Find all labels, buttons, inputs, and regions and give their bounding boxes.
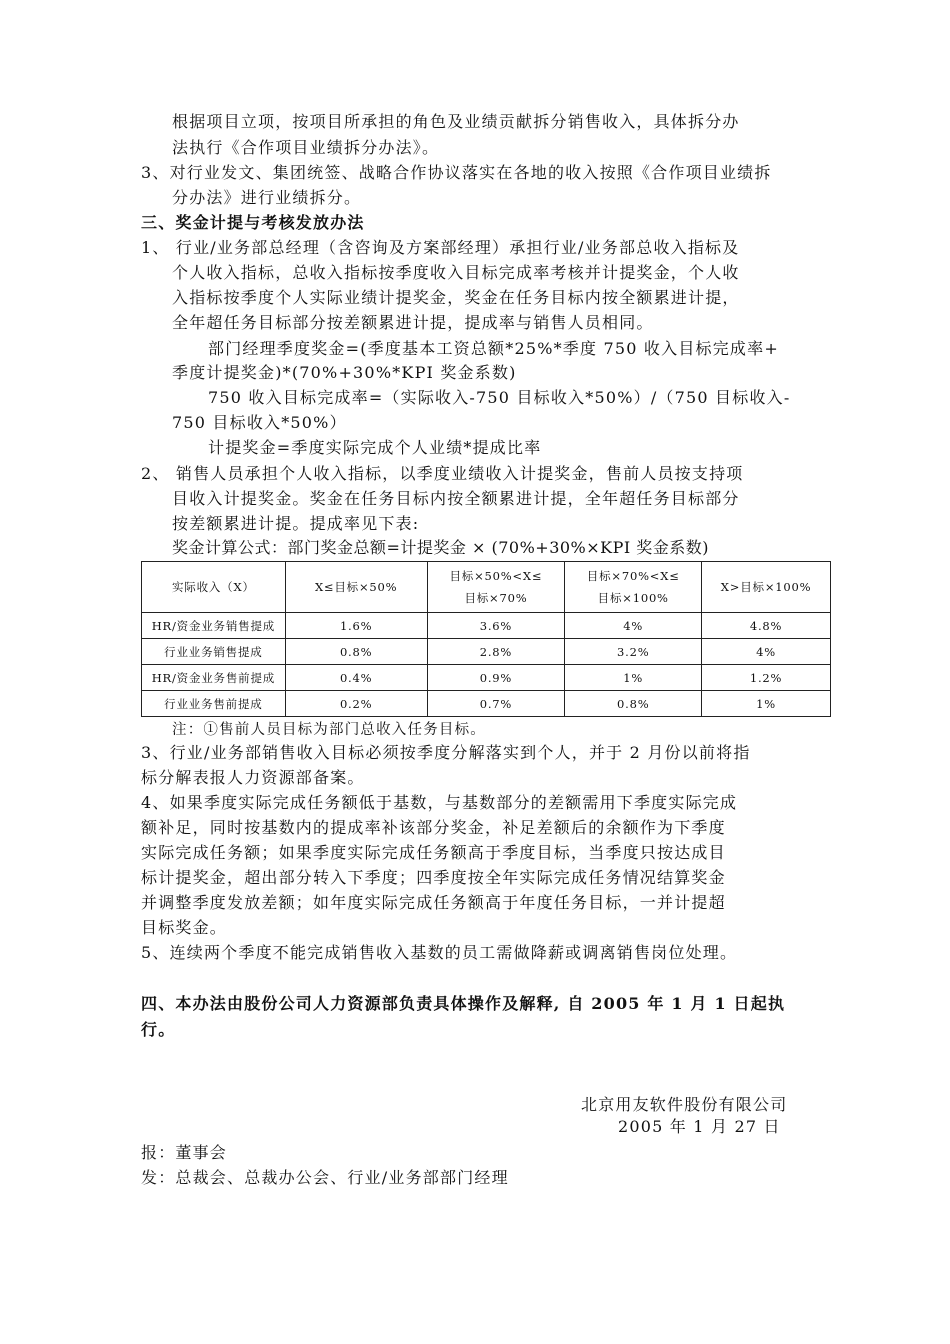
formula-line: 奖金计算公式：部门奖金总额=计提奖金 × (70%+30%×KPI 奖金系数) <box>172 538 710 557</box>
text-line: 标分解表报人力资源部备案。 <box>141 768 365 787</box>
text-line: 3、行业/业务部销售收入目标必须按季度分解落实到个人，并于 2 月份以前将指 <box>141 743 751 762</box>
table-row <box>142 691 831 717</box>
distribution-list: 发：总裁会、总裁办公会、行业/业务部部门经理 <box>141 1168 509 1187</box>
text-line: 标计提奖金，超出部分转入下季度；四季度按全年实际完成任务情况结算奖金 <box>141 868 726 887</box>
table-cell: HR/资金业务售前提成 <box>142 665 286 691</box>
table-row <box>142 665 831 691</box>
table-row <box>142 613 831 639</box>
table-cell: 0.2% <box>285 691 427 717</box>
text-line: 2、 销售人员承担个人收入指标，以季度业绩收入计提奖金，售前人员按支持项 <box>141 464 744 483</box>
table-cell: 0.9% <box>427 665 565 691</box>
text-line: 目收入计提奖金。奖金在任务目标内按全额累进计提，全年超任务目标部分 <box>172 489 740 508</box>
text-line: 入指标按季度个人实际业绩计提奖金，奖金在任务目标内按全额累进计提， <box>172 288 740 307</box>
table-cell: 0.4% <box>285 665 427 691</box>
report-to: 报：董事会 <box>141 1143 228 1162</box>
table-cell: HR/资金业务销售提成 <box>142 613 286 639</box>
header-cell: 目标×50%<X≤ 目标×70% <box>427 562 565 613</box>
text-line: 分办法》进行业绩拆分。 <box>172 188 362 207</box>
header-cell: X≤目标×50% <box>285 562 427 613</box>
section-heading: 行。 <box>141 1020 176 1039</box>
section-heading: 四、本办法由股份公司人力资源部负责具体操作及解释, 自 2005 年 1 月 1 日起执 <box>141 994 786 1013</box>
table-cell: 1.6% <box>285 613 427 639</box>
formula-line: 计提奖金=季度实际完成个人业绩*提成比率 <box>208 438 542 457</box>
table-cell: 3.6% <box>427 613 565 639</box>
section-heading: 三、奖金计提与考核发放办法 <box>141 213 365 232</box>
table-cell: 4.8% <box>702 613 831 639</box>
table-cell: 0.8% <box>565 691 702 717</box>
formula-line: 季度计提奖金)*(70%+30%*KPI 奖金系数) <box>172 363 517 382</box>
text-line: 3、对行业发文、集团统签、战略合作协议落实在各地的收入按照《合作项目业绩拆 <box>141 163 772 182</box>
company-signature: 北京用友软件股份有限公司 <box>581 1095 788 1114</box>
table-cell: 1% <box>565 665 702 691</box>
formula-line: 750 收入目标完成率=（实际收入-750 目标收入*50%）/（750 目标收入- <box>208 388 791 407</box>
table-cell: 2.8% <box>427 639 565 665</box>
table-header-row <box>142 562 831 613</box>
table-note: 注：①售前人员目标为部门总收入任务目标。 <box>172 722 486 738</box>
formula-line: 部门经理季度奖金=(季度基本工资总额*25%*季度 750 收入目标完成率+ <box>208 339 779 358</box>
text-line: 按差额累进计提。提成率见下表: <box>172 514 420 533</box>
header-cell: X>目标×100% <box>702 562 831 613</box>
formula-line: 750 目标收入*50%） <box>172 413 347 432</box>
text-line: 目标奖金。 <box>141 918 228 937</box>
table-cell: 0.7% <box>427 691 565 717</box>
text-line: 全年超任务目标部分按差额累进计提，提成率与销售人员相同。 <box>172 313 654 332</box>
header-cell: 目标×70%<X≤ 目标×100% <box>565 562 702 613</box>
table-cell: 行业业务销售提成 <box>142 639 286 665</box>
text-line: 1、 行业/业务部总经理（含咨询及方案部经理）承担行业/业务部总收入指标及 <box>141 238 740 257</box>
text-line: 根据项目立项，按项目所承担的角色及业绩贡献拆分销售收入，具体拆分办 <box>172 112 740 131</box>
text-line: 4、如果季度实际完成任务额低于基数，与基数部分的差额需用下季度实际完成 <box>141 793 738 812</box>
text-line: 并调整季度发放差额；如年度实际完成任务额高于年度任务目标，一并计提超 <box>141 893 726 912</box>
text-line: 额补足，同时按基数内的提成率补该部分奖金，补足差额后的余额作为下季度 <box>141 818 726 837</box>
commission-rate-table <box>141 561 831 717</box>
table-cell: 4% <box>702 639 831 665</box>
table-cell: 行业业务售前提成 <box>142 691 286 717</box>
table-cell: 1.2% <box>702 665 831 691</box>
text-line: 5、连续两个季度不能完成销售收入基数的员工需做降薪或调离销售岗位处理。 <box>141 943 738 962</box>
table-cell: 3.2% <box>565 639 702 665</box>
table-row <box>142 639 831 665</box>
text-line: 个人收入指标，总收入指标按季度收入目标完成率考核并计提奖金，个人收 <box>172 263 740 282</box>
table-cell: 4% <box>565 613 702 639</box>
text-line: 实际完成任务额；如果季度实际完成任务额高于季度目标，当季度只按达成目 <box>141 843 726 862</box>
text-line: 法执行《合作项目业绩拆分办法》。 <box>172 138 440 157</box>
header-cell: 实际收入（X） <box>142 562 286 613</box>
table-cell: 1% <box>702 691 831 717</box>
signature-date: 2005 年 1 月 27 日 <box>618 1117 781 1136</box>
table-cell: 0.8% <box>285 639 427 665</box>
